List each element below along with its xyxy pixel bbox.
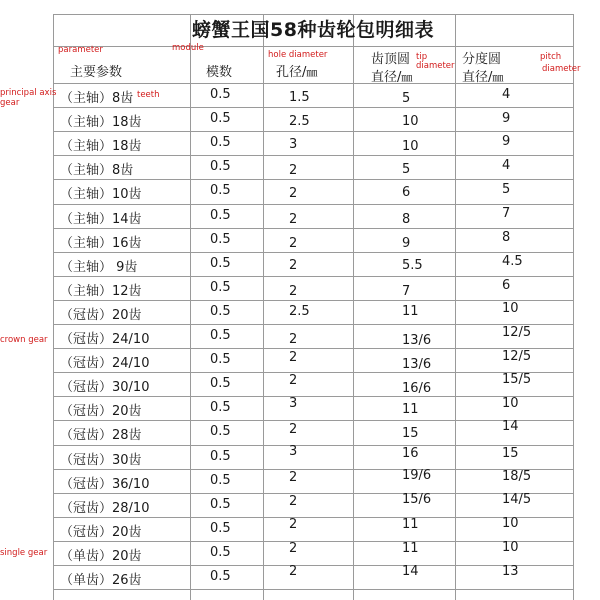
cell-hole-diameter: 2 (289, 422, 298, 437)
cell-parameter: （主轴）14齿 (60, 212, 142, 227)
annotation-pitch-diameter: diameter (542, 64, 581, 74)
cell-pitch-diameter: 8 (502, 230, 511, 245)
cell-module: 0.5 (210, 497, 231, 512)
table-row-divider (53, 565, 573, 566)
header-hole-label: 孔径/ (276, 65, 307, 80)
cell-hole-diameter: 2 (289, 373, 298, 388)
cell-hole-diameter: 2 (289, 350, 298, 365)
cell-pitch-diameter: 12/5 (502, 325, 532, 340)
cell-parameter: （主轴）10齿 (60, 187, 142, 202)
annotation-module: module (172, 43, 204, 53)
header-pitch-diameter-line1: 分度圆 (462, 52, 502, 67)
cell-parameter: （单齿）20齿 (60, 549, 142, 564)
table-row-divider (53, 131, 573, 132)
cell-parameter: （主轴）8齿 (60, 163, 134, 178)
table-row-divider (53, 204, 573, 205)
cell-tip-diameter: 19/6 (402, 468, 432, 483)
annotation-tip-diameter: diameter (416, 61, 455, 71)
annotation-teeth: teeth (137, 90, 160, 100)
table-row-divider (53, 348, 573, 349)
header-pitch-diameter-line2 (462, 66, 503, 85)
cell-pitch-diameter: 13 (502, 564, 519, 579)
cell-hole-diameter: 2 (289, 186, 298, 201)
cell-tip-diameter: 11 (402, 517, 419, 532)
cell-pitch-diameter: 14 (502, 419, 519, 434)
cell-hole-diameter: 2 (289, 258, 298, 273)
cell-pitch-diameter: 10 (502, 516, 519, 531)
cell-hole-diameter: 2 (289, 541, 298, 556)
cell-pitch-diameter: 10 (502, 301, 519, 316)
header-parameter: 主要参数 (70, 65, 123, 80)
cell-module: 0.5 (210, 352, 231, 367)
cell-parameter: （冠齿）30/10 (60, 380, 150, 395)
cell-pitch-diameter: 14/5 (502, 492, 532, 507)
cell-parameter: （单齿）26齿 (60, 573, 142, 588)
cell-tip-diameter: 9 (402, 236, 411, 251)
cell-parameter: （冠齿）28/10 (60, 501, 150, 516)
cell-pitch-diameter: 15/5 (502, 372, 532, 387)
table-border (53, 14, 54, 600)
cell-module: 0.5 (210, 400, 231, 415)
cell-parameter: （主轴）16齿 (60, 236, 142, 251)
table-row-divider (53, 300, 573, 301)
header-hole-unit: ㎜ (306, 66, 318, 79)
cell-module: 0.5 (210, 256, 231, 271)
cell-pitch-diameter: 15 (502, 446, 519, 461)
cell-pitch-diameter: 6 (502, 278, 511, 293)
cell-tip-diameter: 11 (402, 541, 419, 556)
cell-parameter: （冠齿）24/10 (60, 356, 150, 371)
table-row-divider (53, 469, 573, 470)
cell-hole-diameter: 2 (289, 470, 298, 485)
cell-tip-diameter: 11 (402, 402, 419, 417)
cell-module: 0.5 (210, 545, 231, 560)
cell-tip-diameter: 11 (402, 304, 419, 319)
cell-parameter: （主轴）18齿 (60, 115, 142, 130)
cell-hole-diameter: 3 (289, 444, 298, 459)
cell-module: 0.5 (210, 111, 231, 126)
table-column-divider (455, 14, 456, 600)
cell-pitch-diameter: 12/5 (502, 349, 532, 364)
table-row-divider (53, 420, 573, 421)
cell-module: 0.5 (210, 304, 231, 319)
cell-tip-diameter: 5 (402, 162, 411, 177)
cell-tip-diameter: 5.5 (402, 258, 423, 273)
table-border (573, 14, 574, 600)
cell-module: 0.5 (210, 280, 231, 295)
table-row-divider (53, 589, 573, 590)
cell-tip-diameter: 10 (402, 114, 419, 129)
cell-pitch-diameter: 9 (502, 134, 511, 149)
cell-parameter: （冠齿）20齿 (60, 404, 142, 419)
cell-pitch-diameter: 5 (502, 182, 511, 197)
cell-module: 0.5 (210, 376, 231, 391)
cell-hole-diameter: 2 (289, 494, 298, 509)
cell-module: 0.5 (210, 521, 231, 536)
cell-hole-diameter: 2 (289, 236, 298, 251)
cell-tip-diameter: 10 (402, 139, 419, 154)
cell-module: 0.5 (210, 183, 231, 198)
cell-module: 0.5 (210, 449, 231, 464)
cell-tip-diameter: 7 (402, 284, 411, 299)
table-row-divider (53, 179, 573, 180)
table-row-divider (53, 107, 573, 108)
header-module: 模数 (206, 65, 233, 80)
cell-hole-diameter: 2 (289, 284, 298, 299)
table-column-divider (263, 14, 264, 600)
cell-pitch-diameter: 10 (502, 396, 519, 411)
cell-hole-diameter: 2 (289, 212, 298, 227)
cell-hole-diameter: 2.5 (289, 304, 310, 319)
cell-parameter: （主轴）8齿 (60, 91, 134, 106)
annotation-crown-gear: crown gear (0, 335, 48, 345)
table-row-divider (53, 372, 573, 373)
table-row-divider (53, 155, 573, 156)
cell-pitch-diameter: 4.5 (502, 254, 523, 269)
cell-module: 0.5 (210, 208, 231, 223)
cell-pitch-diameter: 10 (502, 540, 519, 555)
cell-tip-diameter: 13/6 (402, 333, 432, 348)
cell-module: 0.5 (210, 232, 231, 247)
cell-parameter: （冠齿）30齿 (60, 453, 142, 468)
cell-module: 0.5 (210, 328, 231, 343)
cell-hole-diameter: 2 (289, 332, 298, 347)
cell-tip-diameter: 5 (402, 91, 411, 106)
cell-tip-diameter: 14 (402, 564, 419, 579)
cell-module: 0.5 (210, 569, 231, 584)
cell-parameter: （冠齿）24/10 (60, 332, 150, 347)
table-row-divider (53, 228, 573, 229)
annotation-pitch: pitch (540, 52, 562, 62)
cell-parameter: （冠齿）36/10 (60, 477, 150, 492)
cell-pitch-diameter: 4 (502, 87, 511, 102)
cell-tip-diameter: 15/6 (402, 492, 432, 507)
table-row-divider (53, 445, 573, 446)
cell-hole-diameter: 2.5 (289, 114, 310, 129)
table-row-divider (53, 541, 573, 542)
annotation-principal-axis-gear: gear (0, 98, 20, 108)
cell-parameter: （主轴）18齿 (60, 139, 142, 154)
cell-parameter: （冠齿）20齿 (60, 308, 142, 323)
header-tip-label: 直径/ (371, 70, 402, 85)
cell-tip-diameter: 15 (402, 426, 419, 441)
header-hole-diameter (276, 61, 317, 80)
cell-tip-diameter: 16 (402, 446, 419, 461)
cell-hole-diameter: 2 (289, 163, 298, 178)
cell-pitch-diameter: 9 (502, 111, 511, 126)
header-pitch-unit: ㎜ (492, 71, 504, 84)
annotation-single-gear: single gear (0, 548, 48, 558)
header-tip-diameter-line1: 齿顶圆 (371, 52, 411, 67)
cell-parameter: （冠齿）20齿 (60, 525, 142, 540)
cell-pitch-diameter: 4 (502, 158, 511, 173)
table-row-divider (53, 276, 573, 277)
cell-pitch-diameter: 18/5 (502, 469, 532, 484)
cell-module: 0.5 (210, 87, 231, 102)
table-row-divider (53, 46, 573, 47)
table-row-divider (53, 493, 573, 494)
table-column-divider (353, 14, 354, 600)
header-pitch-label: 直径/ (462, 70, 493, 85)
cell-hole-diameter: 3 (289, 137, 298, 152)
cell-hole-diameter: 3 (289, 396, 298, 411)
cell-hole-diameter: 2 (289, 517, 298, 532)
annotation-tip: tip (416, 52, 428, 62)
table-row-divider (53, 252, 573, 253)
cell-parameter: （主轴） 9齿 (60, 260, 138, 275)
table-column-divider (190, 14, 191, 600)
cell-hole-diameter: 1.5 (289, 90, 310, 105)
cell-module: 0.5 (210, 135, 231, 150)
cell-module: 0.5 (210, 473, 231, 488)
annotation-parameter: parameter (58, 45, 103, 55)
cell-module: 0.5 (210, 424, 231, 439)
cell-hole-diameter: 2 (289, 564, 298, 579)
table-row-divider (53, 324, 573, 325)
table-row-divider (53, 517, 573, 518)
cell-parameter: （主轴）12齿 (60, 284, 142, 299)
header-tip-diameter-line2 (371, 66, 412, 85)
cell-module: 0.5 (210, 159, 231, 174)
cell-tip-diameter: 6 (402, 185, 411, 200)
cell-tip-diameter: 16/6 (402, 381, 432, 396)
cell-tip-diameter: 13/6 (402, 357, 432, 372)
cell-tip-diameter: 8 (402, 212, 411, 227)
header-tip-unit: ㎜ (401, 71, 413, 84)
table-row-divider (53, 396, 573, 397)
annotation-hole-diameter: hole diameter (268, 50, 328, 60)
cell-parameter: （冠齿）28齿 (60, 428, 142, 443)
cell-pitch-diameter: 7 (502, 206, 511, 221)
page-title: 螃蟹王国58种齿轮包明细表 (192, 19, 434, 41)
annotation-principal-axis: principal axis (0, 88, 57, 98)
